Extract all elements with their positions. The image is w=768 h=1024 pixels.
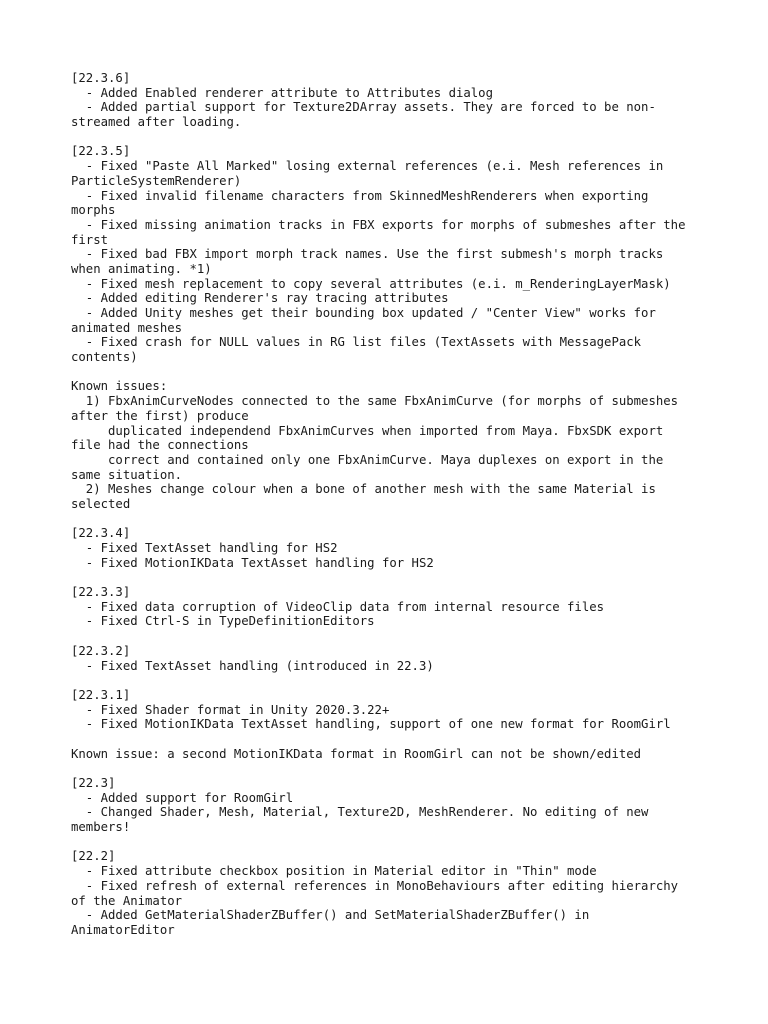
changelog-item: - Fixed "Paste All Marked" losing external references (e.i. Mesh references in: [71, 159, 664, 174]
wrapped-line: morphs: [71, 203, 116, 218]
blank-line: [71, 365, 711, 380]
changelog-item: - Added support for RoomGirl: [71, 790, 294, 805]
changelog-item: - Added editing Renderer's ray tracing attributes: [71, 291, 449, 306]
changelog-item: - Fixed bad FBX import morph track names. Use the first submesh's morph tracks: [71, 247, 664, 262]
changelog-item: - Fixed Ctrl-S in TypeDefinitionEditors: [71, 614, 375, 629]
changelog-item: - Added partial support for Texture2DArray assets. They are forced to be non-: [71, 100, 656, 115]
changelog-item: - Fixed crash for NULL values in RG list files (TextAssets with MessagePack: [71, 335, 642, 350]
version-heading: [22.2]: [71, 849, 116, 864]
wrapped-line: selected: [71, 496, 131, 511]
version-heading: [22.3.6]: [71, 71, 131, 85]
version-heading: [22.3.4]: [71, 526, 131, 541]
known-issues-heading: Known issue: a second MotionIKData format in RoomGirl can not be shown/edited: [71, 746, 642, 761]
blank-line: [71, 130, 711, 145]
wrapped-line: correct and contained only one FbxAnimCurve. Maya duplexes on export in the: [71, 452, 664, 467]
changelog-item: - Fixed MotionIKData TextAsset handling, support of one new format for RoomGirl: [71, 717, 671, 732]
version-heading: [22.3.1]: [71, 687, 131, 702]
known-issue-item: 1) FbxAnimCurveNodes connected to the same FbxAnimCurve (for morphs of submeshes: [71, 394, 679, 409]
changelog-item: - Fixed MotionIKData TextAsset handling for HS2: [71, 555, 434, 570]
wrapped-line: contents): [71, 350, 138, 365]
changelog-item: - Added Unity meshes get their bounding box updated / "Center View" works for: [71, 306, 656, 320]
changelog-item: - Fixed missing animation tracks in FBX exports for morphs of submeshes after the: [71, 217, 686, 232]
blank-line: [71, 629, 711, 644]
blank-line: [71, 732, 711, 747]
changelog-item: - Fixed invalid filename characters from SkinnedMeshRenderers when exporting: [71, 188, 649, 203]
known-issue-item: 2) Meshes change colour when a bone of another mesh with the same Material is: [71, 482, 656, 497]
changelog-document: [71, 71, 711, 938]
changelog-item: - Fixed refresh of external references in MonoBehaviours after editing hierarchy: [71, 878, 679, 893]
changelog-item: - Fixed data corruption of VideoClip data from internal resource files: [71, 599, 605, 614]
blank-line: [71, 761, 711, 776]
wrapped-line: ParticleSystemRenderer): [71, 173, 242, 188]
changelog-item: - Fixed TextAsset handling (introduced in 22.3): [71, 658, 434, 673]
version-heading: [22.3.3]: [71, 585, 131, 600]
blank-line: [71, 512, 711, 527]
changelog-item: - Fixed TextAsset handling for HS2: [71, 541, 338, 555]
wrapped-line: file had the connections: [71, 438, 249, 453]
wrapped-line: when animating. *1): [71, 261, 212, 276]
wrapped-line: of the Animator: [71, 893, 183, 908]
wrapped-line: first: [71, 232, 109, 247]
changelog-item: - Fixed mesh replacement to copy several attributes (e.i. m_RenderingLayerMask): [71, 276, 671, 291]
version-heading: [22.3.2]: [71, 643, 131, 658]
changelog-item: - Changed Shader, Mesh, Material, Texture2D, MeshRenderer. No editing of new: [71, 805, 649, 820]
blank-line: [71, 570, 711, 585]
wrapped-line: AnimatorEditor: [71, 922, 175, 937]
changelog-item: - Fixed attribute checkbox position in Material editor in "Thin" mode: [71, 864, 597, 879]
known-issues-heading: Known issues:: [71, 379, 168, 394]
blank-line: [71, 835, 711, 850]
version-heading: [22.3.5]: [71, 144, 131, 159]
blank-line: [71, 673, 711, 688]
wrapped-line: same situation.: [71, 467, 183, 482]
changelog-item: - Fixed Shader format in Unity 2020.3.22+: [71, 702, 390, 717]
version-heading: [22.3]: [71, 776, 116, 790]
wrapped-line: members!: [71, 820, 131, 835]
wrapped-line: animated meshes: [71, 320, 183, 335]
changelog-item: - Added Enabled renderer attribute to Attributes dialog: [71, 85, 493, 100]
wrapped-line: after the first) produce: [71, 408, 249, 423]
changelog-item: - Added GetMaterialShaderZBuffer() and SetMaterialShaderZBuffer() in: [71, 908, 590, 923]
wrapped-line: duplicated independend FbxAnimCurves when imported from Maya. FbxSDK export: [71, 423, 664, 438]
wrapped-line: streamed after loading.: [71, 115, 242, 130]
